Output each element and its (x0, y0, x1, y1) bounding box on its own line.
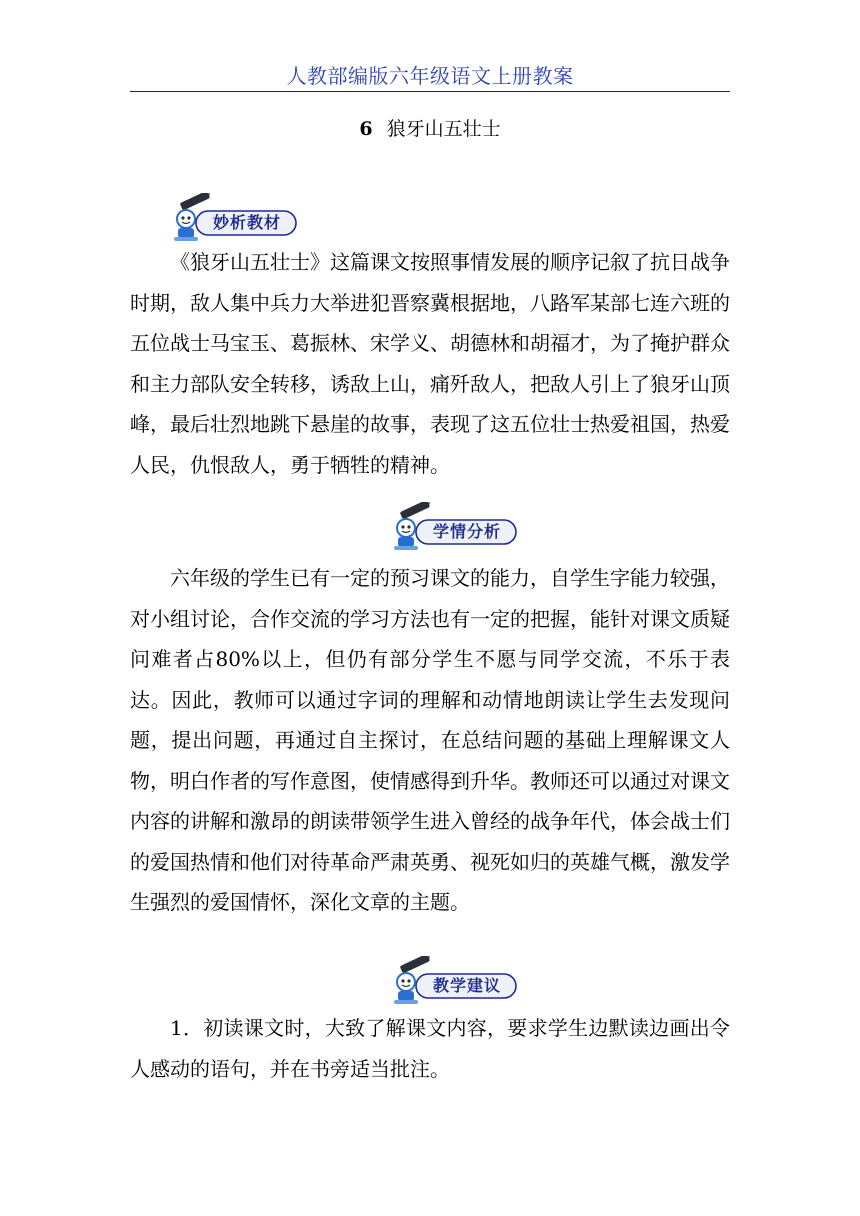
section-badge-textbook-analysis (168, 193, 308, 241)
section-badge-label: 学情分析 (432, 522, 501, 541)
section-badge-label: 教学建议 (432, 976, 501, 995)
lesson-title (130, 116, 730, 142)
lesson-title-text: 狼牙山五壮士 (386, 118, 501, 140)
lesson-number: 6 (359, 118, 373, 140)
paragraph-teaching-suggestions: 1．初读课文时，大致了解课文内容，要求学生边默读边画出令人感动的语句，并在书旁适当批注。 (130, 1016, 730, 1081)
paragraph-textbook-analysis: 《狼牙山五壮士》这篇课文按照事情发展的顺序记叙了抗日战争时期，敌人集中兵力大举进犯晋察冀根据地，八路军某部七连六班的五位战士马宝玉、葛振林、宋学义、胡德林和胡福才，为了掩护群众和主力部队安全转移，诱敌上山，痛歼敌人，把敌人引上了狼牙山顶峰，最后壮烈地跳下悬崖的故事，表现了这五位壮士热爱祖国，热爱人民，仇恨敌人，勇于牺牲的精神。 (130, 250, 730, 477)
document-header-title: 人教部编版六年级语文上册教案 (286, 64, 574, 88)
paragraph-student-analysis: 六年级的学生已有一定的预习课文的能力，自学生字能力较强，对小组讨论，合作交流的学习方法也有一定的把握，能针对课文质疑问难者占80%以上，但仍有部分学生不愿与同学交流，不乐于表达。因此，教师可以通过字词的理解和动情地朗读让学生去发现问题，提出问题，再通过自主探讨，在总结问题的基础上理解课文人物，明白作者的写作意图，使情感得到升华。教师还可以通过对课文内容的讲解和激昂的朗读带领学生进入曾经的战争年代，体会战士们的爱国热情和他们对待革命严肃英勇、视死如归的英雄气概，激发学生强烈的爱国情怀，深化文章的主题。 (130, 566, 730, 914)
section-badge-teaching-suggestions (388, 956, 528, 1004)
section-badge-student-analysis (388, 502, 528, 550)
section-badge-label: 妙析教材 (212, 213, 281, 232)
header-divider (130, 91, 730, 92)
